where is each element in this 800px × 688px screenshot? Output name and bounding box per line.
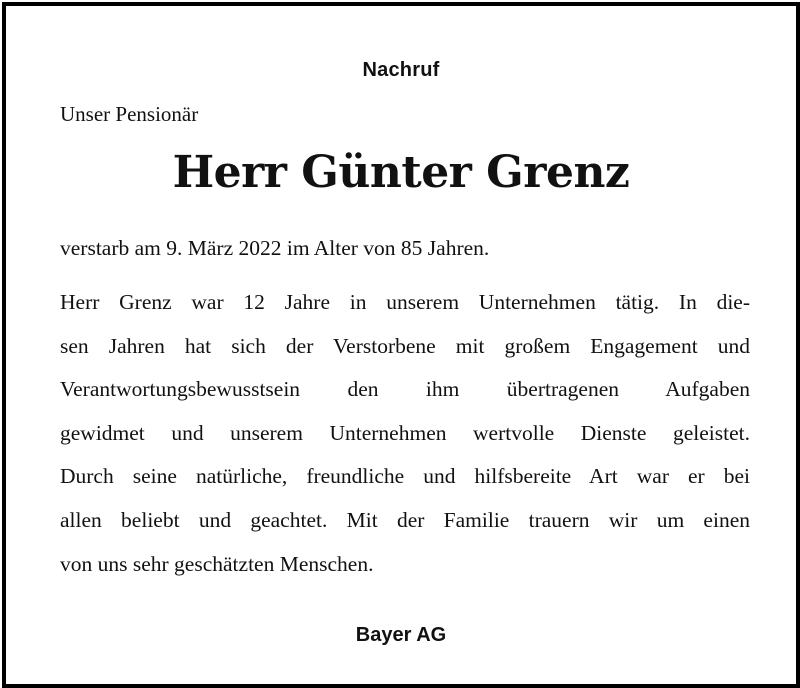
body-line: Verantwortungsbewusstsein den ihm übertragenen Aufgaben [60, 377, 750, 402]
notice-heading: Nachruf [362, 59, 440, 81]
intro-text: Unser Pensionär [60, 102, 199, 126]
company-signature: Bayer AG [355, 624, 447, 646]
obituary-frame [2, 2, 800, 688]
body-line: Durch seine natürliche, freundliche und hilfsbereite Art war er bei [60, 464, 750, 489]
death-date-line: verstarb am 9. März 2022 im Alter von 85 Jahren. [60, 236, 490, 260]
deceased-name: Herr Günter Grenz [172, 147, 630, 198]
body-line: von uns sehr geschätzten Menschen. [60, 551, 374, 576]
body-line: Herr Grenz war 12 Jahre in unserem Unternehmen tätig. In die- [60, 290, 750, 314]
body-line: allen beliebt und geachtet. Mit der Familie trauern wir um einen [60, 507, 750, 532]
body-line: sen Jahren hat sich der Verstorbene mit großem Engagement und [60, 333, 750, 358]
body-line: gewidmet und unserem Unternehmen wertvolle Dienste geleistet. [60, 420, 750, 445]
obituary-body [60, 281, 750, 586]
